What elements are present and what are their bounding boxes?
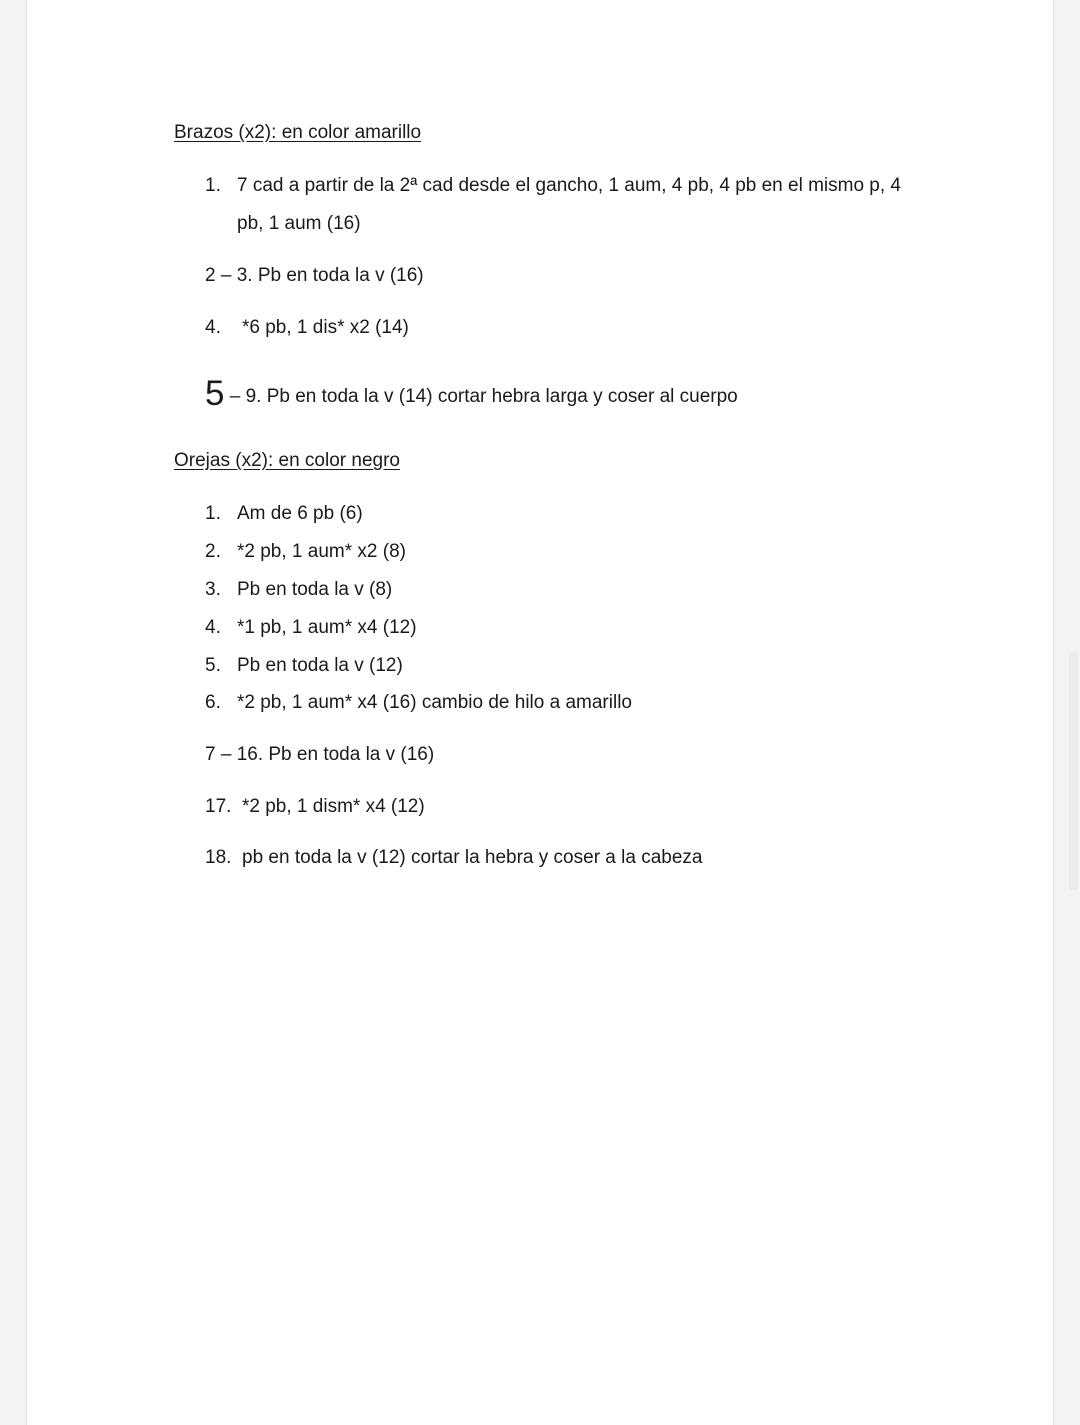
list-item-number: 4. <box>205 317 221 338</box>
list-item-text: Am de 6 pb (6) <box>237 503 363 524</box>
list-item-number: 4. <box>205 617 221 638</box>
list-item-number: 18. <box>205 847 232 868</box>
list-item-text: *6 pb, 1 dis* x2 (14) <box>242 317 409 338</box>
scrollbar-thumb[interactable] <box>1069 652 1078 890</box>
list-item-text: *2 pb, 1 aum* x2 (8) <box>237 541 406 562</box>
document-page <box>26 0 1054 1425</box>
list-item-text: pb en toda la v (12) cortar la hebra y coser a la cabeza <box>242 847 703 868</box>
list-item-number: 1. <box>205 503 221 524</box>
list-item-text: *1 pb, 1 aum* x4 (12) <box>237 617 417 638</box>
list-item-number: 6. <box>205 692 221 713</box>
list-item-text: *2 pb, 1 dism* x4 (12) <box>242 796 425 817</box>
section-heading-brazos: Brazos (x2): en color amarillo <box>174 122 422 143</box>
list-item-number: 1. <box>205 175 221 196</box>
list-item-text: 2 – 3. Pb en toda la v (16) <box>205 265 424 286</box>
list-item-text: Pb en toda la v (12) <box>237 655 403 676</box>
list-item-number: 17. <box>205 796 232 817</box>
list-item-number: 3. <box>205 579 221 600</box>
list-item-text-continued: pb, 1 aum (16) <box>237 213 361 234</box>
list-item-text: 7 – 16. Pb en toda la v (16) <box>205 744 435 765</box>
list-item-large-number: 5 <box>205 374 225 413</box>
list-item-text: – 9. Pb en toda la v (14) cortar hebra larga y coser al cuerpo <box>224 386 738 407</box>
list-item-row <box>205 376 738 411</box>
list-item-number: 2. <box>205 541 221 562</box>
list-item-text: *2 pb, 1 aum* x4 (16) cambio de hilo a amarillo <box>237 692 632 713</box>
list-item-text: 7 cad a partir de la 2ª cad desde el gancho, 1 aum, 4 pb, 4 pb en el mismo p, 4 <box>237 175 901 196</box>
list-item-text: Pb en toda la v (8) <box>237 579 393 600</box>
section-heading-orejas: Orejas (x2): en color negro <box>174 450 400 471</box>
list-item-number: 5. <box>205 655 221 676</box>
